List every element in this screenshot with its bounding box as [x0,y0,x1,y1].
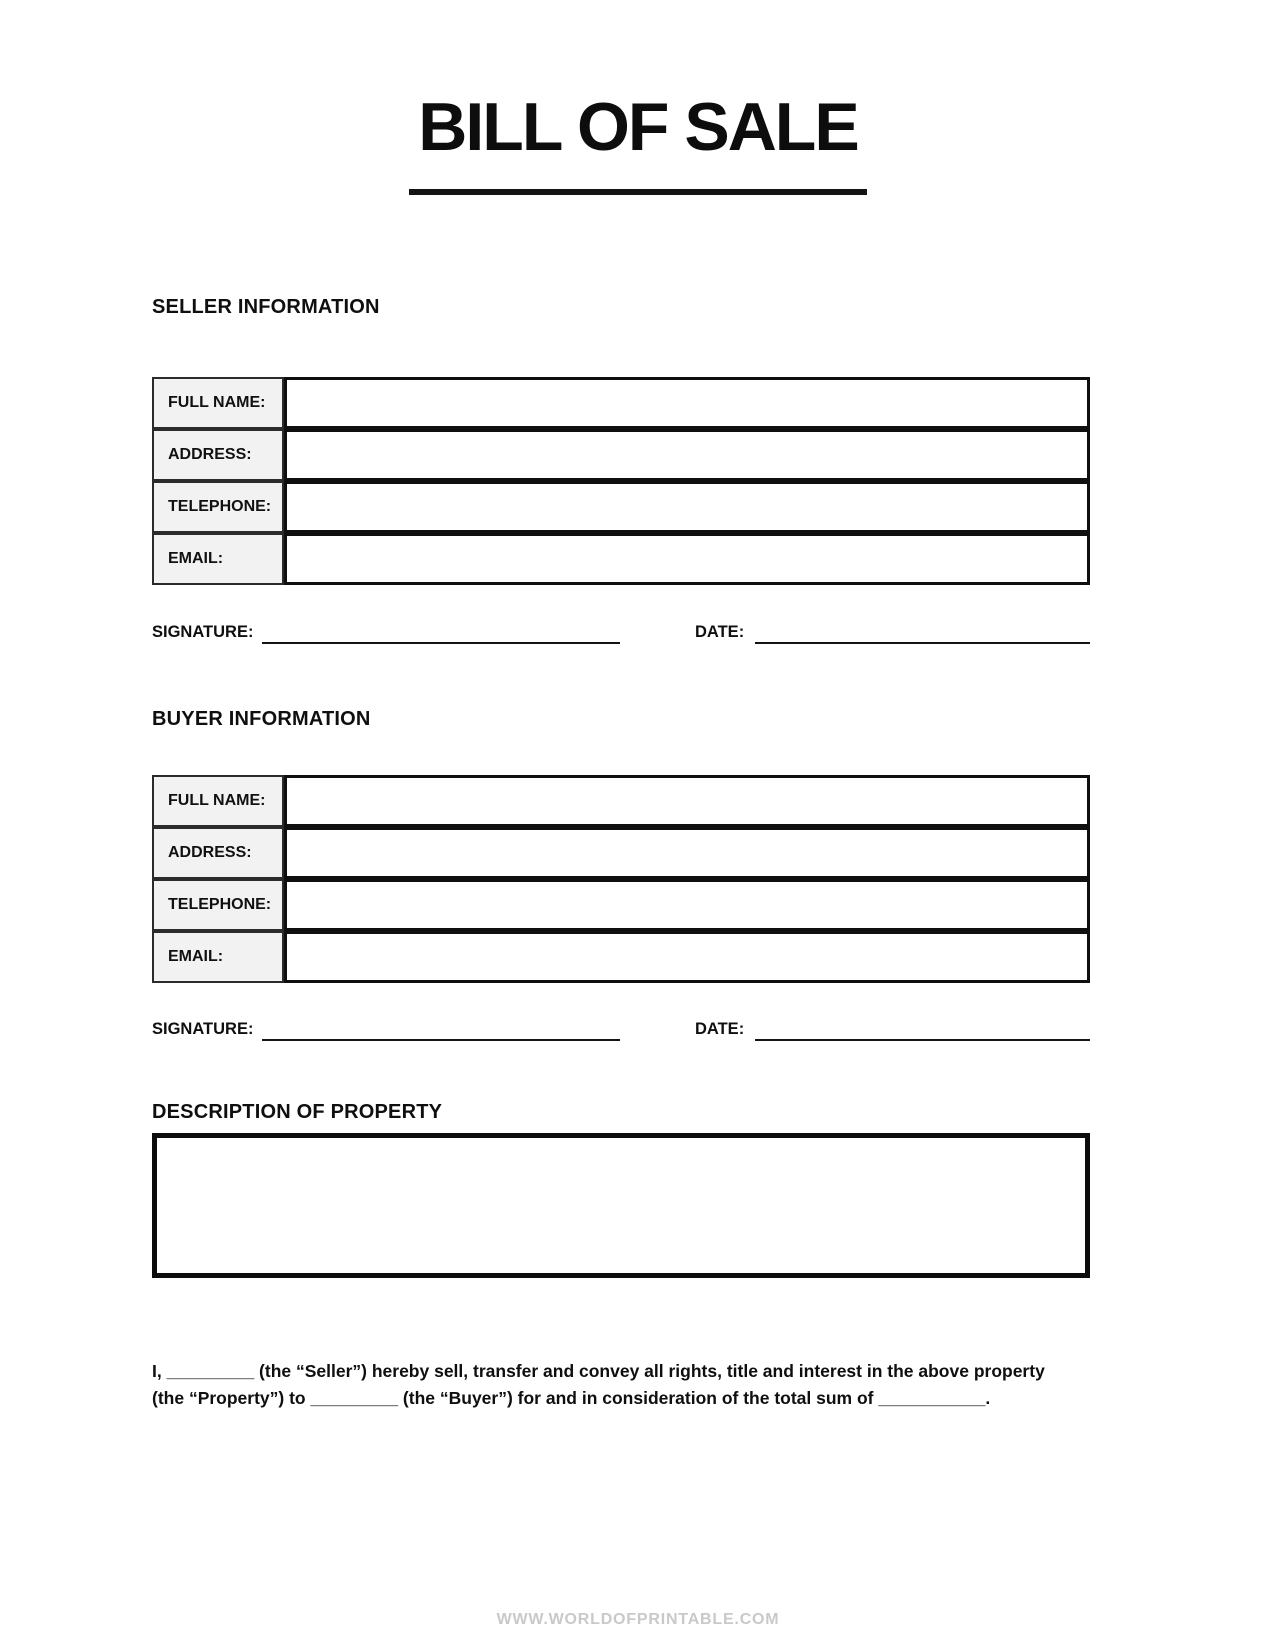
table-row [152,481,1090,533]
seller-signature-label: SIGNATURE: [152,623,254,641]
seller-email-field[interactable] [284,533,1090,585]
buyer-section-heading: BUYER INFORMATION [152,708,371,730]
seller-full-name-label: FULL NAME: [152,377,284,429]
seller-full-name-field[interactable] [284,377,1090,429]
table-row [152,879,1090,931]
seller-info-table [152,377,1090,585]
seller-signature-line[interactable] [262,642,620,644]
page-title: BILL OF SALE [418,89,858,165]
buyer-address-field[interactable] [284,827,1090,879]
table-row [152,429,1090,481]
declaration-line-1: I, _________ (the “Seller”) hereby sell, transfer and convey all rights, title and interest in the above property [152,1361,1045,1381]
seller-signature-row [152,620,1090,646]
seller-date-label: DATE: [695,623,745,641]
footer-website-text: WWW.WORLDOFPRINTABLE.COM [496,1611,780,1628]
buyer-email-field[interactable] [284,931,1090,983]
buyer-email-label: EMAIL: [152,931,284,983]
declaration-paragraph [152,1358,1142,1412]
buyer-signature-line[interactable] [262,1039,620,1041]
buyer-date-line[interactable] [755,1039,1090,1041]
buyer-signature-label: SIGNATURE: [152,1020,254,1038]
property-section-heading: DESCRIPTION OF PROPERTY [152,1101,443,1123]
seller-date-line[interactable] [755,642,1090,644]
title-block [0,89,1276,165]
table-row [152,775,1090,827]
buyer-signature-row [152,1017,1090,1043]
buyer-address-label: ADDRESS: [152,827,284,879]
seller-telephone-label: TELEPHONE: [152,481,284,533]
seller-telephone-field[interactable] [284,481,1090,533]
buyer-telephone-field[interactable] [284,879,1090,931]
seller-section-heading: SELLER INFORMATION [152,296,380,318]
buyer-telephone-label: TELEPHONE: [152,879,284,931]
seller-address-field[interactable] [284,429,1090,481]
buyer-full-name-label: FULL NAME: [152,775,284,827]
buyer-info-table [152,775,1090,983]
table-row [152,931,1090,983]
buyer-full-name-field[interactable] [284,775,1090,827]
property-description-field[interactable] [152,1133,1090,1278]
table-row [152,827,1090,879]
table-row [152,377,1090,429]
declaration-line-2: (the “Property”) to _________ (the “Buyer”) for and in consideration of the total sum of ___________. [152,1388,991,1408]
seller-email-label: EMAIL: [152,533,284,585]
seller-address-label: ADDRESS: [152,429,284,481]
title-underline [409,189,867,195]
buyer-date-label: DATE: [695,1020,745,1038]
table-row [152,533,1090,585]
